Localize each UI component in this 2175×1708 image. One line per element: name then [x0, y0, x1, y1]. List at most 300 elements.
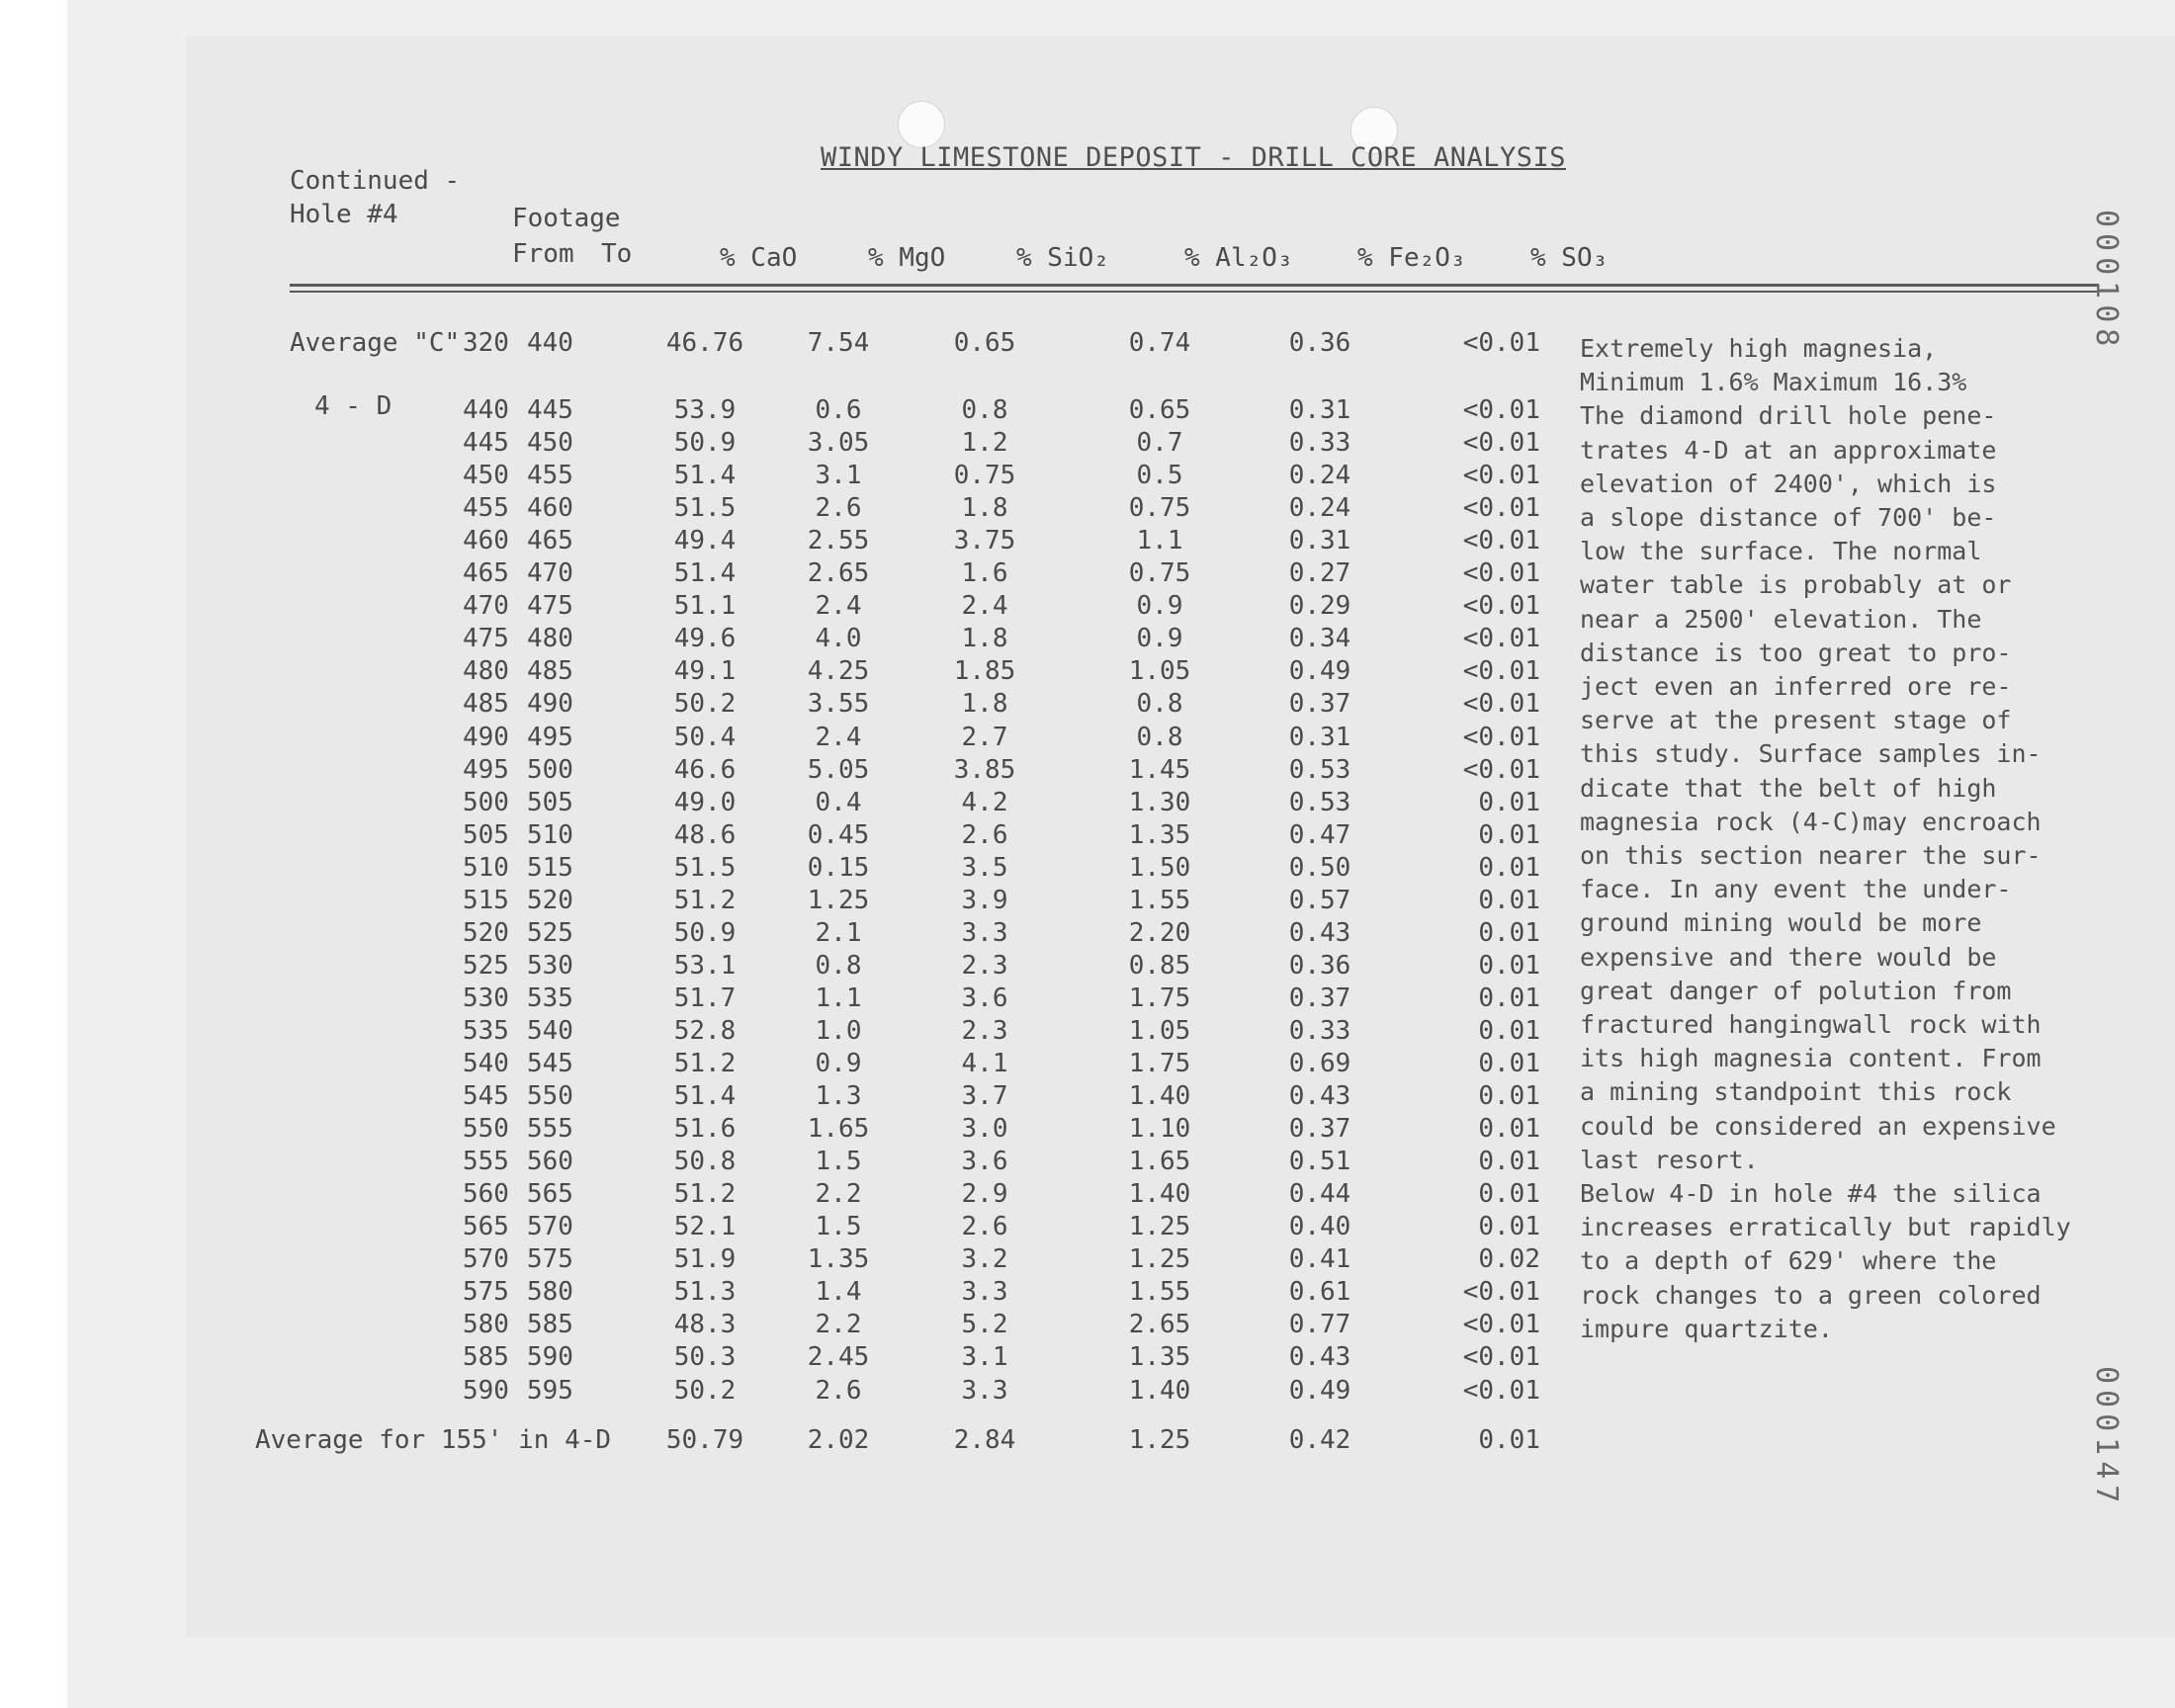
- cell-sio2: 0.65: [953, 328, 1016, 358]
- table-row: [186, 591, 1669, 625]
- cell-cao: 51.9: [673, 1244, 737, 1275]
- cell-mgo: 1.5: [815, 1147, 862, 1177]
- cell-al2o3: 1.50: [1128, 852, 1191, 883]
- note-line: near a 2500' elevation. The: [1580, 604, 1982, 634]
- table-row: [186, 1277, 1669, 1311]
- cell-from: 560: [463, 1179, 509, 1210]
- cell-al2o3: 1.45: [1128, 754, 1191, 785]
- cell-to: 465: [527, 526, 573, 556]
- table-row: [186, 395, 1669, 429]
- cell-to: 490: [527, 689, 573, 720]
- cell-fe2o3: 0.49: [1288, 656, 1351, 687]
- table-row: [186, 1049, 1669, 1082]
- cell-to: 575: [527, 1244, 573, 1275]
- section-label-4d: 4 - D: [314, 391, 392, 421]
- scan-left-margin: [0, 0, 67, 1708]
- cell-mgo: 5.05: [807, 754, 870, 785]
- cell-from: 480: [463, 656, 509, 687]
- note-line: Minimum 1.6% Maximum 16.3%: [1580, 368, 1967, 397]
- cell-cao: 50.79: [665, 1425, 744, 1455]
- average-d-label: Average for 155' in 4-D: [255, 1425, 612, 1455]
- cell-al2o3: 0.5: [1136, 461, 1183, 491]
- cell-mgo: 1.1: [815, 982, 862, 1013]
- note-line: ground mining would be more: [1580, 908, 1982, 938]
- to-header: To: [601, 239, 633, 269]
- cell-al2o3: 0.74: [1128, 328, 1191, 358]
- cell-fe2o3: 0.33: [1288, 428, 1351, 459]
- cell-sio2: 0.75: [953, 461, 1016, 491]
- remarks-notes: [1580, 332, 2133, 1346]
- note-line: Below 4-D in hole #4 the silica: [1580, 1179, 2042, 1209]
- cell-fe2o3: 0.27: [1288, 558, 1351, 589]
- cell-sio2: 1.2: [961, 428, 1008, 459]
- note-line: could be considered an expensive: [1580, 1111, 2056, 1141]
- cell-sio2: 3.75: [953, 526, 1016, 556]
- cell-cao: 52.8: [673, 1015, 737, 1046]
- cell-from: 545: [463, 1081, 509, 1112]
- cell-al2o3: 2.20: [1128, 917, 1191, 948]
- cell-so3: 0.01: [1478, 787, 1540, 817]
- cell-to: 535: [527, 982, 573, 1013]
- table-row: [186, 656, 1669, 690]
- cell-cao: 51.2: [673, 1049, 737, 1078]
- note-line: to a depth of 629' where the: [1580, 1246, 1997, 1276]
- cell-mgo: 7.54: [807, 328, 870, 358]
- cell-sio2: 2.4: [961, 591, 1008, 622]
- cell-to: 470: [527, 558, 573, 589]
- cell-so3: <0.01: [1462, 1375, 1540, 1406]
- cell-from: 440: [463, 395, 509, 425]
- cell-mgo: 0.45: [807, 819, 870, 850]
- table-row: [186, 788, 1669, 821]
- cell-fe2o3: 0.31: [1288, 395, 1351, 425]
- cell-cao: 51.2: [673, 1179, 737, 1210]
- cell-from: 495: [463, 754, 509, 785]
- cell-al2o3: 1.30: [1128, 787, 1191, 817]
- cell-from: 590: [463, 1375, 509, 1406]
- cell-al2o3: 1.35: [1128, 1342, 1191, 1373]
- note-line: this study. Surface samples in-: [1580, 739, 2042, 769]
- cell-sio2: 5.2: [961, 1310, 1008, 1340]
- cell-sio2: 2.6: [961, 1212, 1008, 1242]
- cell-from: 455: [463, 493, 509, 524]
- note-line: ject even an inferred ore re-: [1580, 672, 2012, 702]
- mgo-header: % MgO: [868, 243, 946, 273]
- cell-cao: 50.2: [673, 689, 737, 720]
- so3-header: % SO₃: [1530, 243, 1609, 273]
- continued-label: Continued -: [290, 166, 461, 196]
- note-line: magnesia rock (4-C)may encroach: [1580, 807, 2042, 836]
- cell-mgo: 0.4: [815, 787, 862, 817]
- cell-to: 590: [527, 1342, 573, 1373]
- cell-cao: 50.4: [673, 722, 737, 752]
- cell-cao: 51.4: [673, 1081, 737, 1112]
- table-row: [186, 1212, 1669, 1245]
- cell-to: 515: [527, 852, 573, 883]
- cell-fe2o3: 0.43: [1288, 917, 1351, 948]
- page-stamp-top: 000108: [2089, 210, 2124, 353]
- cell-al2o3: 1.75: [1128, 1049, 1191, 1078]
- cell-to: 505: [527, 787, 573, 817]
- cell-to: 475: [527, 591, 573, 622]
- note-line: a slope distance of 700' be-: [1580, 503, 1997, 533]
- cell-sio2: 1.8: [961, 624, 1008, 654]
- cell-fe2o3: 0.47: [1288, 819, 1351, 850]
- cell-fe2o3: 0.37: [1288, 982, 1351, 1013]
- cell-to: 495: [527, 722, 573, 752]
- cell-mgo: 1.0: [815, 1015, 862, 1046]
- cell-from: 575: [463, 1277, 509, 1308]
- cell-fe2o3: 0.36: [1288, 950, 1351, 981]
- page-title: WINDY LIMESTONE DEPOSIT - DRILL CORE ANALYSIS: [821, 142, 1566, 173]
- cell-to: 460: [527, 493, 573, 524]
- note-line: great danger of polution from: [1580, 976, 2012, 1005]
- cell-from: 580: [463, 1310, 509, 1340]
- scan-background: [67, 0, 2175, 1708]
- table-row: [186, 558, 1669, 592]
- cell-to: 545: [527, 1049, 573, 1078]
- cell-to: 520: [527, 885, 573, 915]
- cell-from: 540: [463, 1049, 509, 1078]
- cell-sio2: 4.1: [961, 1049, 1008, 1078]
- al2o3-header: % Al₂O₃: [1184, 243, 1293, 273]
- cell-mgo: 0.6: [815, 395, 862, 425]
- cell-from: 500: [463, 787, 509, 817]
- note-line: low the surface. The normal: [1580, 537, 1982, 566]
- cell-mgo: 3.05: [807, 428, 870, 459]
- cell-cao: 49.1: [673, 656, 737, 687]
- footage-label: Footage: [512, 204, 621, 233]
- cell-to: 440: [527, 328, 573, 358]
- cell-from: 535: [463, 1015, 509, 1046]
- cell-sio2: 3.9: [961, 885, 1008, 915]
- cell-from: 445: [463, 428, 509, 459]
- cell-sio2: 3.6: [961, 982, 1008, 1013]
- table-row: [186, 526, 1669, 559]
- cell-sio2: 1.8: [961, 493, 1008, 524]
- table-row: [186, 624, 1669, 657]
- cell-so3: <0.01: [1462, 1342, 1540, 1373]
- cell-fe2o3: 0.57: [1288, 885, 1351, 915]
- cell-cao: 51.2: [673, 885, 737, 915]
- cell-from: 475: [463, 624, 509, 654]
- cell-cao: 50.9: [673, 917, 737, 948]
- cell-so3: <0.01: [1462, 526, 1540, 556]
- cell-to: 530: [527, 950, 573, 981]
- cell-from: 465: [463, 558, 509, 589]
- table-row: [186, 755, 1669, 789]
- cell-sio2: 3.3: [961, 1277, 1008, 1308]
- cell-mgo: 2.4: [815, 591, 862, 622]
- cell-sio2: 4.2: [961, 787, 1008, 817]
- cell-sio2: 2.3: [961, 950, 1008, 981]
- cell-so3: 0.01: [1478, 1049, 1540, 1078]
- cell-cao: 46.76: [665, 328, 744, 358]
- cell-cao: 51.5: [673, 493, 737, 524]
- cell-to: 565: [527, 1179, 573, 1210]
- cell-to: 540: [527, 1015, 573, 1046]
- cell-cao: 51.5: [673, 852, 737, 883]
- table-row: [186, 983, 1669, 1017]
- cell-fe2o3: 0.44: [1288, 1179, 1351, 1210]
- cell-fe2o3: 0.36: [1288, 328, 1351, 358]
- cell-from: 565: [463, 1212, 509, 1242]
- cell-sio2: 1.8: [961, 689, 1008, 720]
- cell-so3: 0.01: [1478, 982, 1540, 1013]
- cell-al2o3: 1.75: [1128, 982, 1191, 1013]
- table-row: [186, 1244, 1669, 1278]
- cell-al2o3: 0.9: [1136, 591, 1183, 622]
- cell-cao: 51.4: [673, 558, 737, 589]
- cell-cao: 49.6: [673, 624, 737, 654]
- cell-mgo: 0.9: [815, 1049, 862, 1078]
- cell-mgo: 1.5: [815, 1212, 862, 1242]
- cell-al2o3: 1.55: [1128, 1277, 1191, 1308]
- cell-so3: <0.01: [1462, 689, 1540, 720]
- cell-to: 480: [527, 624, 573, 654]
- cell-sio2: 3.85: [953, 754, 1016, 785]
- cell-sio2: 2.3: [961, 1015, 1008, 1046]
- cell-from: 320: [463, 328, 509, 358]
- table-row: [186, 886, 1669, 919]
- average-c-label: Average "C": [290, 328, 461, 358]
- cell-mgo: 1.65: [807, 1114, 870, 1145]
- cell-mgo: 2.6: [815, 493, 862, 524]
- cell-al2o3: 1.55: [1128, 885, 1191, 915]
- cell-so3: 0.01: [1478, 1015, 1540, 1046]
- cell-so3: <0.01: [1462, 428, 1540, 459]
- cell-sio2: 1.85: [953, 656, 1016, 687]
- cao-header: % CaO: [720, 243, 798, 273]
- table-row: [186, 1147, 1669, 1180]
- note-line: distance is too great to pro-: [1580, 638, 2012, 667]
- cell-fe2o3: 0.33: [1288, 1015, 1351, 1046]
- cell-so3: <0.01: [1462, 656, 1540, 687]
- cell-so3: 0.02: [1478, 1244, 1540, 1275]
- cell-cao: 53.9: [673, 395, 737, 425]
- cell-mgo: 1.25: [807, 885, 870, 915]
- cell-cao: 51.4: [673, 461, 737, 491]
- cell-so3: 0.01: [1478, 819, 1540, 850]
- cell-so3: <0.01: [1462, 754, 1540, 785]
- cell-so3: <0.01: [1462, 624, 1540, 654]
- table-row: [186, 689, 1669, 723]
- cell-so3: 0.01: [1478, 1147, 1540, 1177]
- note-line: dicate that the belt of high: [1580, 773, 1997, 803]
- cell-cao: 51.3: [673, 1277, 737, 1308]
- cell-cao: 53.1: [673, 950, 737, 981]
- table-row: [186, 1376, 1669, 1409]
- note-line: expensive and there would be: [1580, 942, 1997, 972]
- cell-so3: 0.01: [1478, 1425, 1540, 1455]
- cell-al2o3: 0.65: [1128, 395, 1191, 425]
- note-line: Extremely high magnesia,: [1580, 334, 1938, 363]
- cell-so3: <0.01: [1462, 1310, 1540, 1340]
- cell-fe2o3: 0.49: [1288, 1375, 1351, 1406]
- table-row: [186, 493, 1669, 527]
- cell-al2o3: 1.40: [1128, 1179, 1191, 1210]
- table-row: [186, 918, 1669, 952]
- cell-fe2o3: 0.53: [1288, 787, 1351, 817]
- cell-mgo: 1.35: [807, 1244, 870, 1275]
- cell-from: 450: [463, 461, 509, 491]
- table-row: [186, 820, 1669, 854]
- cell-mgo: 0.8: [815, 950, 862, 981]
- cell-mgo: 3.55: [807, 689, 870, 720]
- table-row: [186, 428, 1669, 462]
- note-line: its high magnesia content. From: [1580, 1044, 2042, 1073]
- cell-mgo: 2.55: [807, 526, 870, 556]
- cell-mgo: 2.2: [815, 1310, 862, 1340]
- cell-fe2o3: 0.34: [1288, 624, 1351, 654]
- cell-mgo: 2.02: [807, 1425, 870, 1455]
- cell-sio2: 3.3: [961, 917, 1008, 948]
- note-line: The diamond drill hole pene-: [1580, 401, 1997, 431]
- cell-to: 500: [527, 754, 573, 785]
- cell-to: 585: [527, 1310, 573, 1340]
- cell-sio2: 3.2: [961, 1244, 1008, 1275]
- table-row: [186, 723, 1669, 756]
- cell-al2o3: 0.8: [1136, 689, 1183, 720]
- cell-sio2: 2.6: [961, 819, 1008, 850]
- cell-to: 595: [527, 1375, 573, 1406]
- cell-al2o3: 1.65: [1128, 1147, 1191, 1177]
- fe2o3-header: % Fe₂O₃: [1357, 243, 1466, 273]
- cell-fe2o3: 0.31: [1288, 526, 1351, 556]
- cell-cao: 49.0: [673, 787, 737, 817]
- cell-from: 505: [463, 819, 509, 850]
- note-line: fractured hangingwall rock with: [1580, 1010, 2042, 1040]
- cell-mgo: 2.45: [807, 1342, 870, 1373]
- table-row: [186, 1310, 1669, 1343]
- cell-from: 485: [463, 689, 509, 720]
- sio2-header: % SiO₂: [1016, 243, 1109, 273]
- cell-al2o3: 1.35: [1128, 819, 1191, 850]
- cell-so3: 0.01: [1478, 917, 1540, 948]
- cell-al2o3: 1.05: [1128, 656, 1191, 687]
- cell-fe2o3: 0.24: [1288, 493, 1351, 524]
- cell-al2o3: 1.25: [1128, 1425, 1191, 1455]
- cell-fe2o3: 0.41: [1288, 1244, 1351, 1275]
- cell-fe2o3: 0.43: [1288, 1081, 1351, 1112]
- table-row: [186, 951, 1669, 984]
- note-line: serve at the present stage of: [1580, 706, 2012, 735]
- cell-al2o3: 2.65: [1128, 1310, 1191, 1340]
- note-line: elevation of 2400', which is: [1580, 469, 1997, 498]
- cell-mgo: 4.25: [807, 656, 870, 687]
- cell-fe2o3: 0.61: [1288, 1277, 1351, 1308]
- cell-so3: 0.01: [1478, 852, 1540, 883]
- cell-sio2: 1.6: [961, 558, 1008, 589]
- cell-cao: 51.7: [673, 982, 737, 1013]
- cell-al2o3: 0.75: [1128, 493, 1191, 524]
- table-row: [186, 1179, 1669, 1213]
- cell-cao: 51.1: [673, 591, 737, 622]
- cell-fe2o3: 0.40: [1288, 1212, 1351, 1242]
- cell-to: 580: [527, 1277, 573, 1308]
- cell-al2o3: 0.85: [1128, 950, 1191, 981]
- note-line: rock changes to a green colored: [1580, 1280, 2042, 1310]
- cell-so3: <0.01: [1462, 722, 1540, 752]
- from-header: From: [512, 239, 574, 269]
- cell-so3: <0.01: [1462, 461, 1540, 491]
- table-row: [186, 853, 1669, 887]
- document-page: [186, 36, 2175, 1637]
- cell-sio2: 2.9: [961, 1179, 1008, 1210]
- cell-to: 455: [527, 461, 573, 491]
- cell-cao: 50.2: [673, 1375, 737, 1406]
- cell-so3: 0.01: [1478, 1114, 1540, 1145]
- cell-sio2: 3.5: [961, 852, 1008, 883]
- cell-cao: 50.3: [673, 1342, 737, 1373]
- cell-from: 520: [463, 917, 509, 948]
- cell-mgo: 2.65: [807, 558, 870, 589]
- cell-so3: <0.01: [1462, 493, 1540, 524]
- cell-cao: 50.8: [673, 1147, 737, 1177]
- cell-al2o3: 1.05: [1128, 1015, 1191, 1046]
- cell-mgo: 3.1: [815, 461, 862, 491]
- cell-sio2: 0.8: [961, 395, 1008, 425]
- cell-fe2o3: 0.37: [1288, 1114, 1351, 1145]
- cell-mgo: 2.2: [815, 1179, 862, 1210]
- note-line: increases erratically but rapidly: [1580, 1213, 2071, 1242]
- cell-mgo: 1.4: [815, 1277, 862, 1308]
- note-line: on this section nearer the sur-: [1580, 841, 2042, 871]
- cell-to: 560: [527, 1147, 573, 1177]
- note-line: impure quartzite.: [1580, 1314, 1833, 1343]
- cell-sio2: 2.84: [953, 1425, 1016, 1455]
- cell-so3: <0.01: [1462, 591, 1540, 622]
- cell-from: 530: [463, 982, 509, 1013]
- cell-al2o3: 0.75: [1128, 558, 1191, 589]
- cell-to: 555: [527, 1114, 573, 1145]
- cell-mgo: 2.6: [815, 1375, 862, 1406]
- cell-so3: <0.01: [1462, 395, 1540, 425]
- cell-fe2o3: 0.69: [1288, 1049, 1351, 1078]
- cell-so3: 0.01: [1478, 885, 1540, 915]
- cell-so3: 0.01: [1478, 950, 1540, 981]
- cell-mgo: 2.4: [815, 722, 862, 752]
- header-rule-bottom: [290, 291, 2099, 293]
- cell-fe2o3: 0.53: [1288, 754, 1351, 785]
- cell-fe2o3: 0.31: [1288, 722, 1351, 752]
- cell-so3: 0.01: [1478, 1212, 1540, 1242]
- cell-sio2: 2.7: [961, 722, 1008, 752]
- cell-from: 515: [463, 885, 509, 915]
- cell-to: 570: [527, 1212, 573, 1242]
- note-line: water table is probably at or: [1580, 570, 2012, 600]
- cell-cao: 48.6: [673, 819, 737, 850]
- cell-sio2: 3.6: [961, 1147, 1008, 1177]
- cell-al2o3: 1.25: [1128, 1212, 1191, 1242]
- cell-from: 460: [463, 526, 509, 556]
- cell-so3: <0.01: [1462, 558, 1540, 589]
- cell-mgo: 1.3: [815, 1081, 862, 1112]
- cell-al2o3: 0.8: [1136, 722, 1183, 752]
- table-row: [186, 1016, 1669, 1050]
- cell-so3: <0.01: [1462, 328, 1540, 358]
- cell-sio2: 3.3: [961, 1375, 1008, 1406]
- header-rule-top: [290, 284, 2099, 287]
- cell-al2o3: 0.9: [1136, 624, 1183, 654]
- cell-cao: 50.9: [673, 428, 737, 459]
- cell-so3: <0.01: [1462, 1277, 1540, 1308]
- cell-fe2o3: 0.51: [1288, 1147, 1351, 1177]
- cell-al2o3: 1.1: [1136, 526, 1183, 556]
- table-row: [186, 1342, 1669, 1376]
- cell-to: 485: [527, 656, 573, 687]
- cell-to: 450: [527, 428, 573, 459]
